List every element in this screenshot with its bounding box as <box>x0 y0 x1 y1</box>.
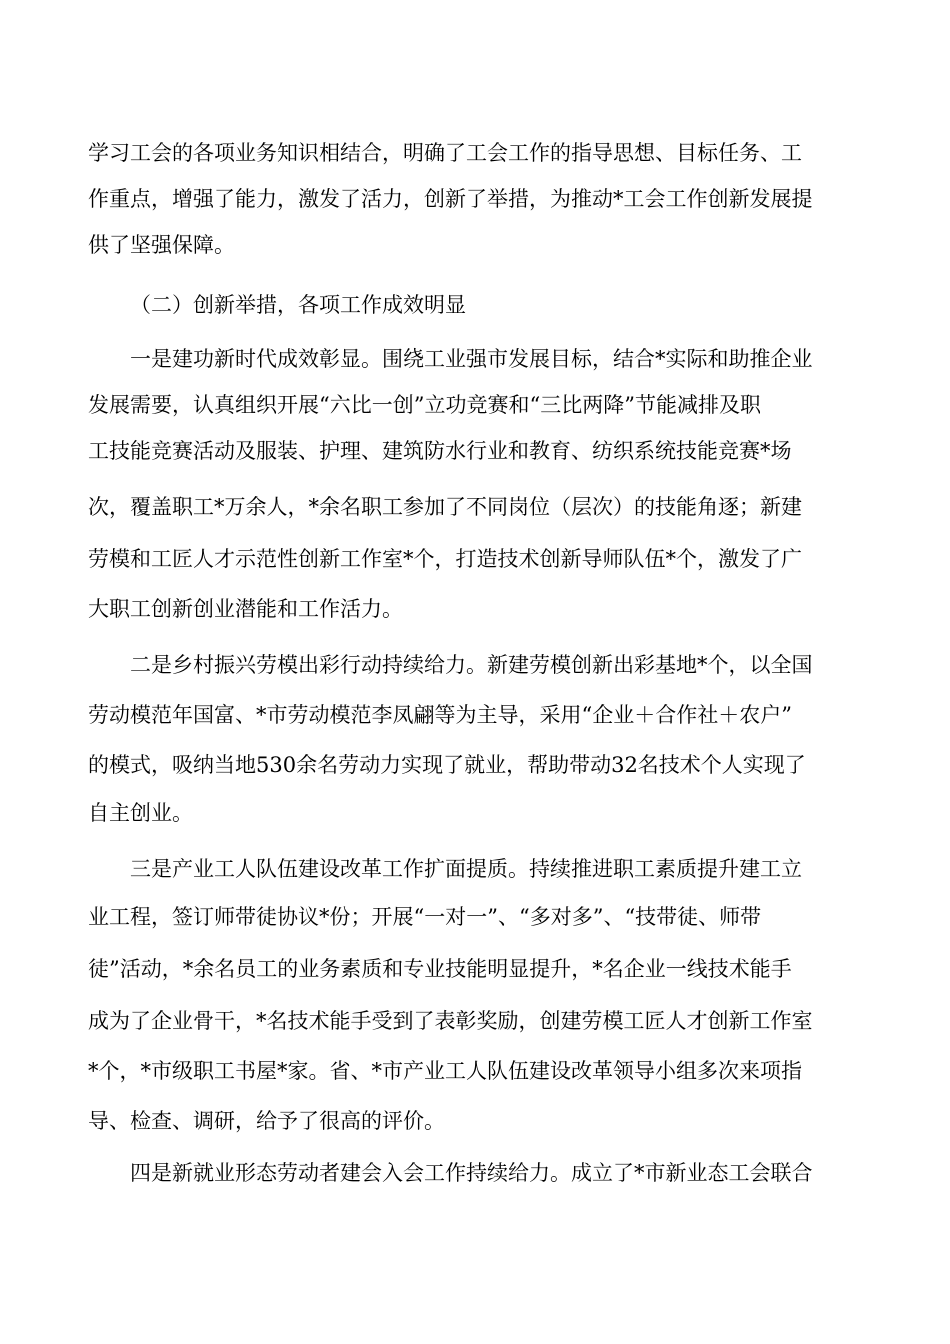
body-text-line: 供了坚强保障。 <box>88 233 235 257</box>
body-text-line: 工技能竞赛活动及服装、护理、建筑防水行业和教育、纺织系统技能竞赛*场 <box>88 439 792 463</box>
paragraph-first-line: 四是新就业形态劳动者建会入会工作持续给力。成立了*市新业态工会联合 <box>130 1161 813 1185</box>
body-text-line: *个，*市级职工书屋*家。省、*市产业工人队伍建设改革领导小组多次来项指 <box>88 1059 802 1083</box>
body-text-line: 学习工会的各项业务知识相结合，明确了工会工作的指导思想、目标任务、工 <box>88 141 802 165</box>
body-text-line: 作重点，增强了能力，激发了活力，创新了举措，为推动*工会工作创新发展提 <box>88 187 813 211</box>
body-text-line: 成为了企业骨干，*名技术能手受到了表彰奖励，创建劳模工匠人才创新工作室 <box>88 1009 813 1033</box>
body-text-line: 大职工创新创业潜能和工作活力。 <box>88 597 403 621</box>
paragraph-first-line: 二是乡村振兴劳模出彩行动持续给力。新建劳模创新出彩基地*个，以全国 <box>130 653 813 677</box>
body-text-line: 自主创业。 <box>88 801 193 825</box>
paragraph-first-line: 一是建功新时代成效彰显。围绕工业强市发展目标，结合*实际和助推企业 <box>130 347 813 371</box>
body-text-line: 导、检查、调研，给予了很高的评价。 <box>88 1109 445 1133</box>
body-text-line: 业工程，签订师带徒协议*份；开展“一对一”、“多对多”、“技带徒、师带 <box>88 905 762 929</box>
paragraph-first-line: 三是产业工人队伍建设改革工作扩面提质。持续推进职工素质提升建工立 <box>130 857 802 881</box>
body-text-line: 次，覆盖职工*万余人，*余名职工参加了不同岗位（层次）的技能角逐；新建 <box>88 495 802 519</box>
body-text-line: 劳模和工匠人才示范性创新工作室*个，打造技术创新导师队伍*个，激发了广 <box>88 547 802 571</box>
body-text-line: 发展需要，认真组织开展“六比一创”立功竞赛和“三比两降”节能减排及职 <box>88 393 761 417</box>
body-text-line: 劳动模范年国富、*市劳动模范李凤翩等为主导，采用“企业＋合作社＋农户” <box>88 703 792 727</box>
section-heading: （二）创新举措，各项工作成效明显 <box>130 293 466 317</box>
body-text-line: 的模式，吸纳当地530余名劳动力实现了就业，帮助带动32名技术个人实现了 <box>88 753 806 777</box>
body-text-line: 徒”活动，*余名员工的业务素质和专业技能明显提升，*名企业一线技术能手 <box>88 957 792 981</box>
